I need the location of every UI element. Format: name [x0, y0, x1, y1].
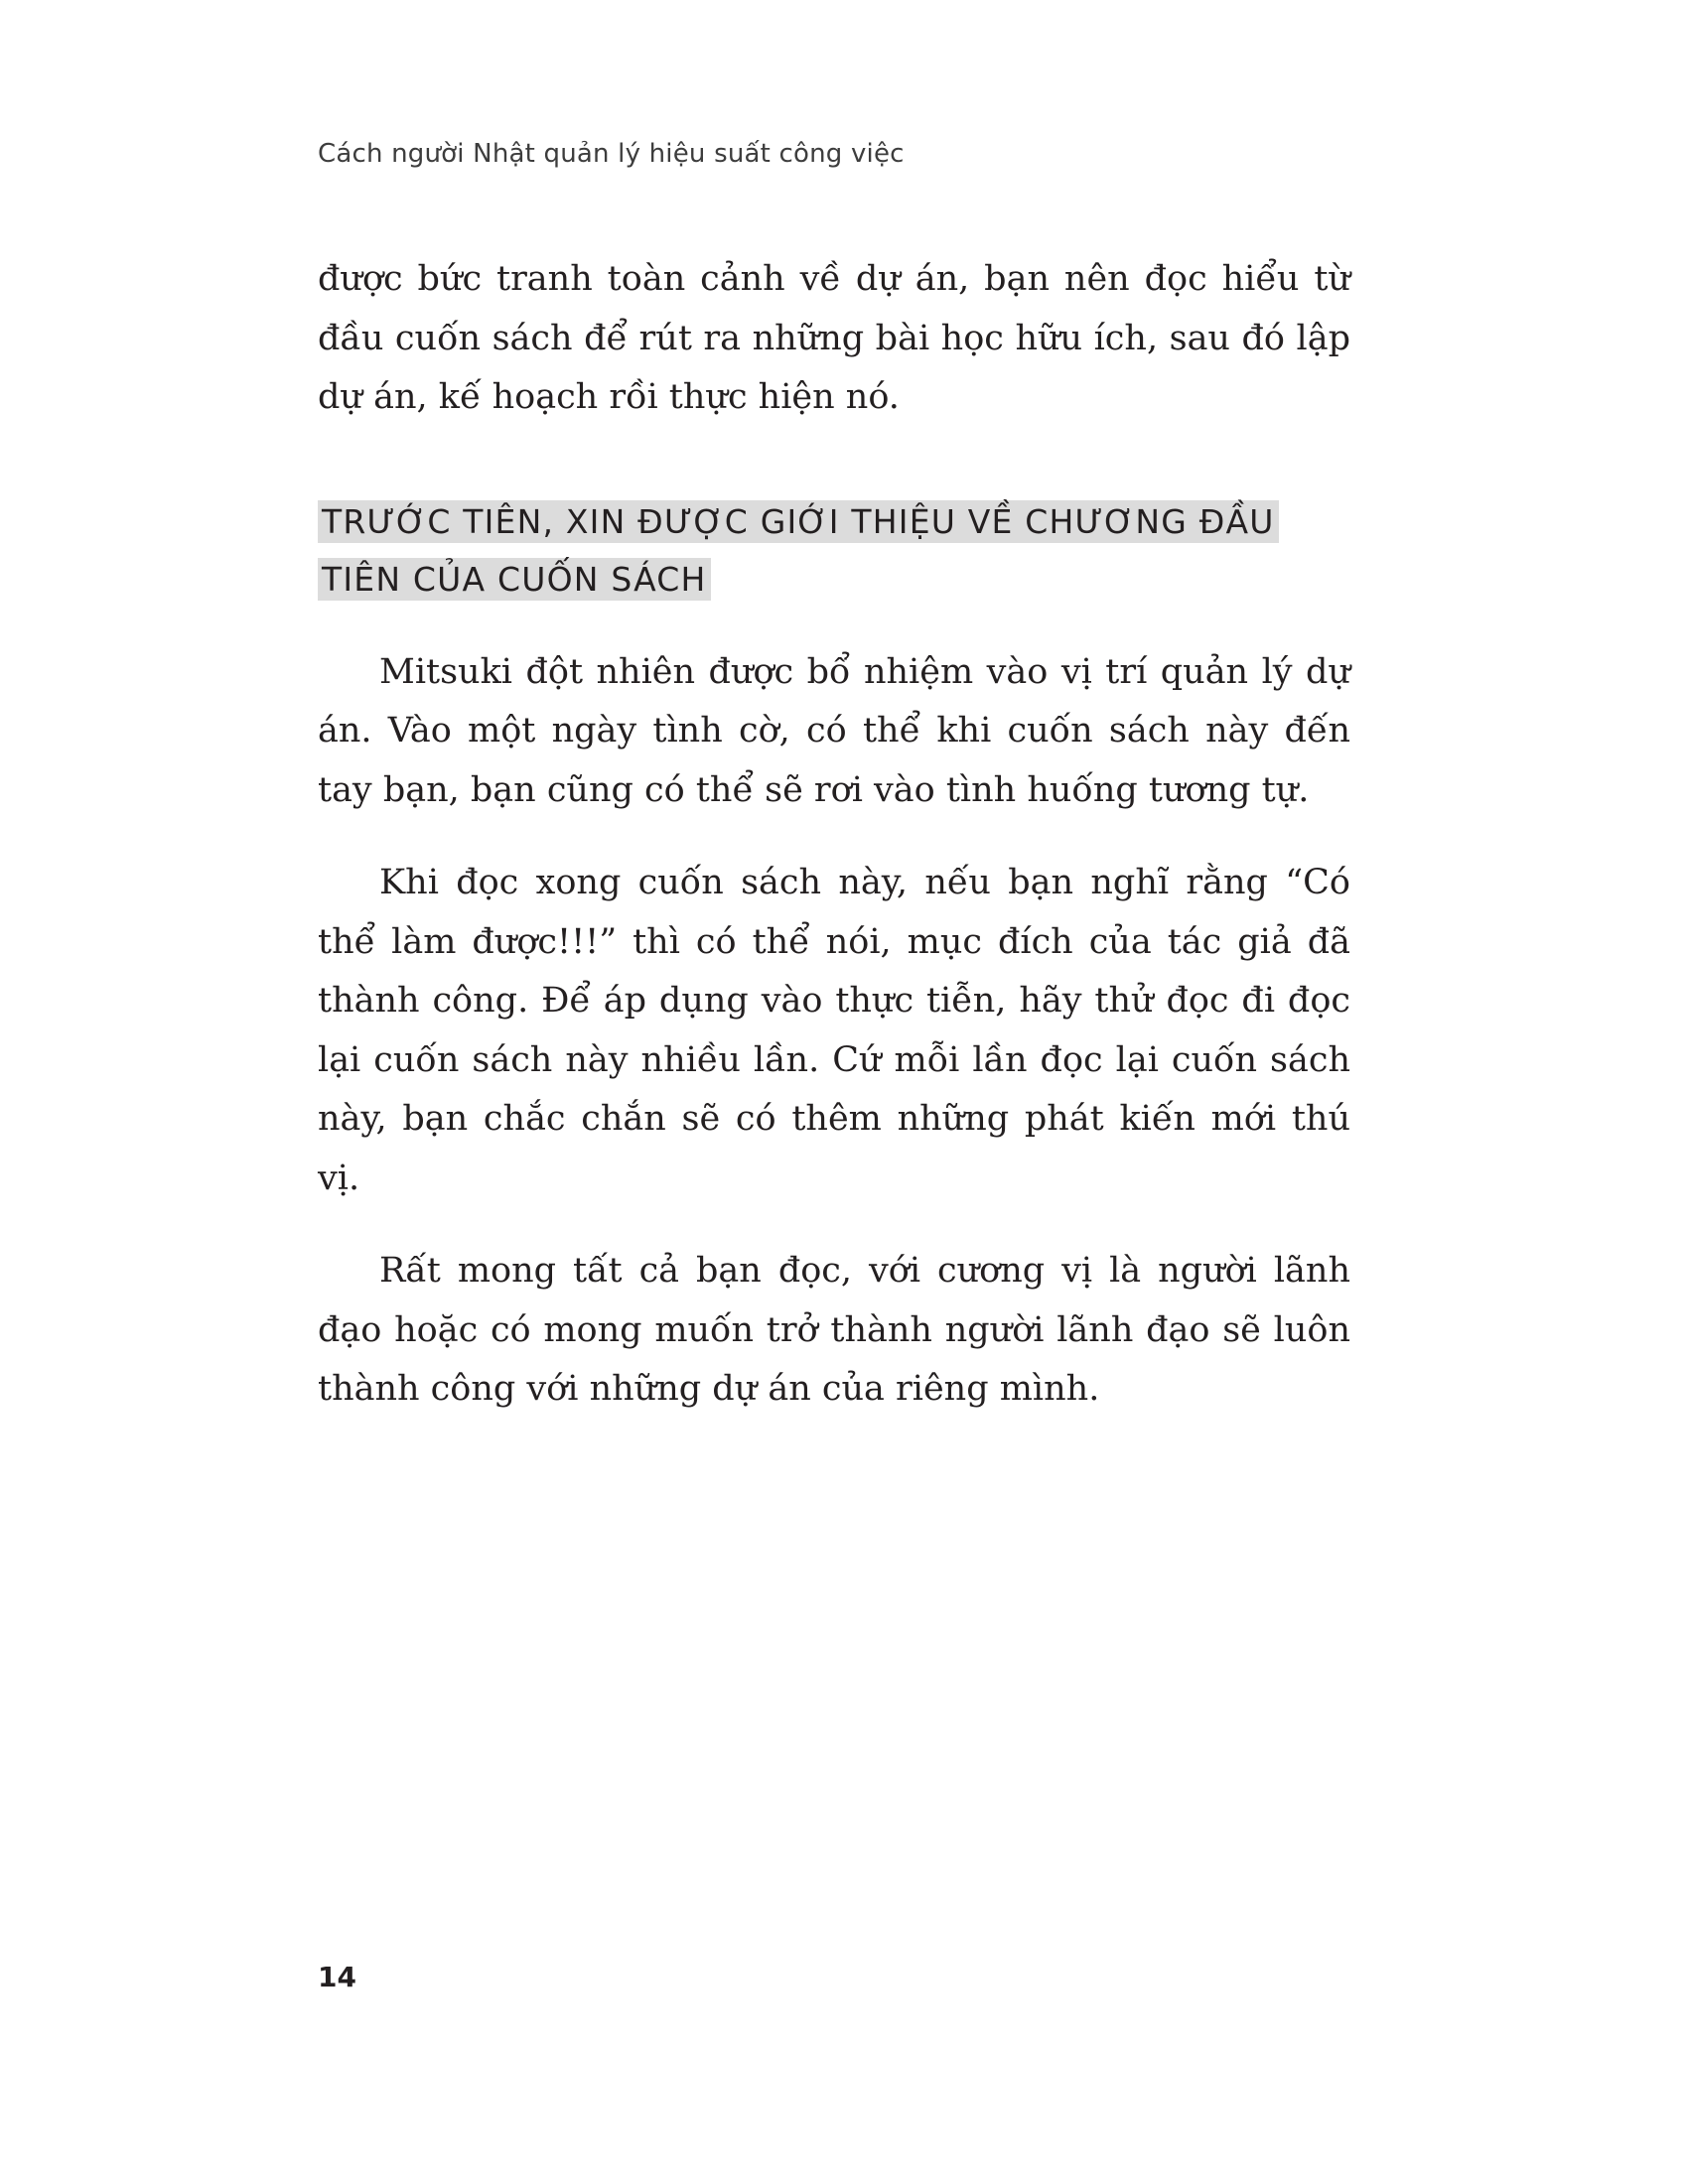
paragraph-continuation: được bức tranh toàn cảnh về dự án, bạn nên đọc hiểu từ đầu cuốn sách để rút ra những bài học hữu ích, sau đó lập dự án, kế hoạch rồi thực hiện nó. [318, 259, 1350, 417]
paragraph-reading: Khi đọc xong cuốn sách này, nếu bạn nghĩ rằng “Có thể làm được!!!” thì có thể nói, mục đích của tác giả đã thành công. Để áp dụng vào thực tiễn, hãy thử đọc đi đọc lại cuốn sách này nhiều lần. Cứ mỗi lần đọc lại cuốn sách này, bạn chắc chắn sẽ có thêm những phát kiến mới thú vị. [318, 863, 1350, 1198]
page-content [318, 139, 1350, 1420]
paragraph-mitsuki: Mitsuki đột nhiên được bổ nhiệm vào vị trí quản lý dự án. Vào một ngày tình cờ, có thể khi cuốn sách này đến tay bạn, bạn cũng có thể sẽ rơi vào tình huống tương tự. [318, 651, 1350, 810]
running-head: Cách người Nhật quản lý hiệu suất công việc [318, 139, 905, 169]
section-heading-text: TRƯỚC TIÊN, XIN ĐƯỢC GIỚI THIỆU VỀ CHƯƠNG ĐẦU TIÊN CỦA CUỐN SÁCH [318, 500, 1279, 602]
section-heading [318, 493, 1350, 610]
page-number: 14 [318, 1961, 356, 1993]
paragraph-closing: Rất mong tất cả bạn đọc, với cương vị là người lãnh đạo hoặc có mong muốn trở thành người lãnh đạo sẽ luôn thành công với những dự án của riêng mình. [318, 1251, 1350, 1410]
